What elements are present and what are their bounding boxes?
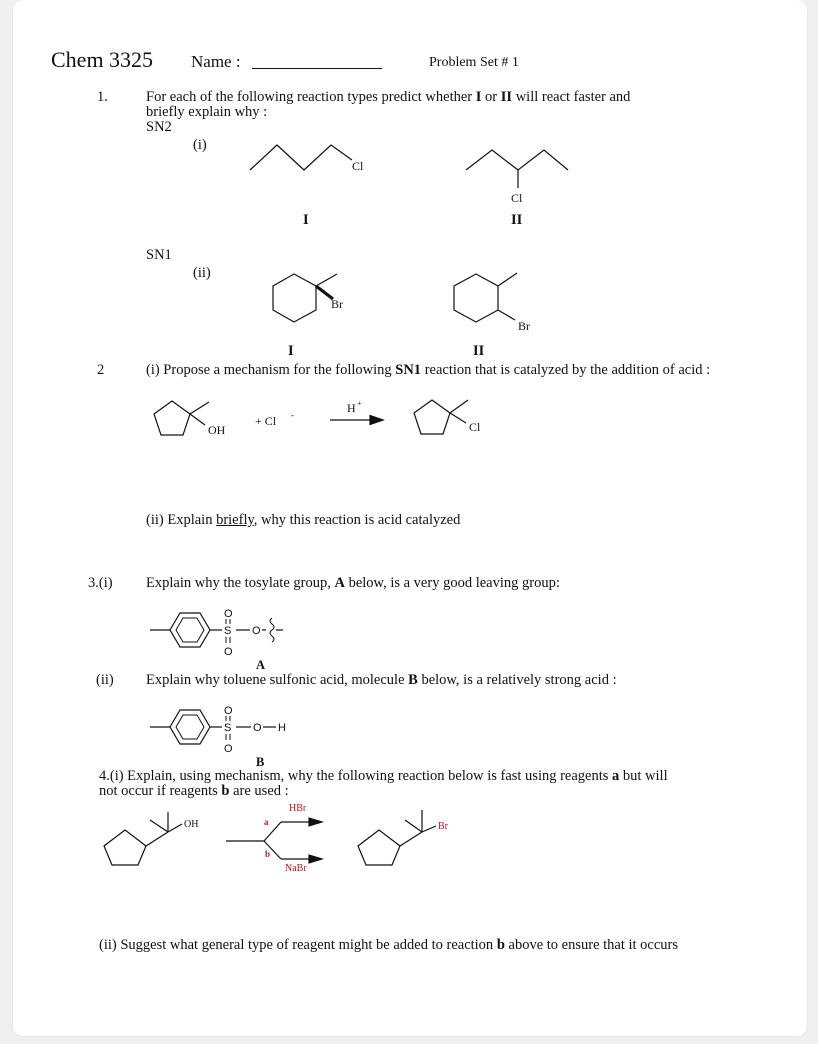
q1-sn2-label: SN2 [146,119,172,135]
sulfur-atom: S [224,722,232,734]
q2-reaction-arrow [330,416,383,425]
q1-number: 1. [97,89,108,105]
q1-i-label-I: I [303,212,309,228]
q2-text: (i) Propose a mechanism for the following SN1 reaction that is catalyzed by the addition of acid : [146,362,711,378]
q1-part-ii-label: (ii) [193,265,211,281]
reagent-nabr: NaBr [285,863,307,874]
cl-label: Cl [511,191,523,205]
oxygen-atom: O [224,705,233,717]
reagent-b-label: b [265,849,271,859]
br-label: Br [518,319,530,333]
q2-reactant-methylcyclopentanol [154,401,226,437]
reagent-hbr: HBr [289,803,307,814]
q1-part-i-label: (i) [193,137,207,153]
q1-text-line1: For each of the following reaction types predict whether I or II will react faster and [146,89,631,105]
acid-catalyst-plus: + [357,399,362,408]
q3-tosylate-structure [150,608,283,658]
q2-part-ii: (ii) Explain briefly, why this reaction is acid catalyzed [146,512,461,528]
q1-sn1-label: SN1 [146,247,172,263]
q3-text2: Explain why toluene sulfonic acid, molecule B below, is a relatively strong acid : [146,672,617,688]
q3-label-B: B [256,755,265,769]
q3-part-ii-label: (ii) [96,672,114,688]
cl-label: Cl [469,420,481,434]
q4-part-ii: (ii) Suggest what general type of reagent might be added to reaction b above to ensure that it occurs [99,937,679,953]
hydrogen-atom: H [278,722,286,734]
q4-branched-arrows [226,818,322,863]
q3-label-A: A [256,658,266,672]
problem-set-label: Problem Set # 1 [429,55,519,70]
acid-catalyst-h: H [347,401,356,415]
course-title: Chem 3325 [51,47,154,72]
q4-text-line1: 4.(i) Explain, using mechanism, why the following reaction below is fast using reagents a but will [99,768,668,784]
q1-ii-label-II: II [473,343,485,359]
chloride-charge: - [291,410,294,420]
oh-label: OH [208,423,226,437]
oxygen-atom: O [224,646,233,658]
q2-product-chloromethylcyclopentane [414,400,481,434]
q1-molecule-I-chlorobutane [250,145,364,173]
q1-text-line2: briefly explain why : [146,104,268,120]
name-label: Name : [191,52,241,71]
q1-ii-label-I: I [288,343,294,359]
cl-label: Cl [352,159,364,173]
br-label: Br [331,297,343,311]
sulfur-atom: S [224,625,232,637]
q4-text-line2: not occur if reagents b are used : [99,783,289,799]
oxygen-atom: O [253,722,262,734]
oxygen-atom: O [224,608,233,620]
q1-i-label-II: II [511,212,523,228]
q1-molecule-I-bromocyclohexane [273,274,343,322]
q2-number: 2 [97,362,105,378]
q4-product-bromide [358,810,449,865]
q3-text: Explain why the tosylate group, A below, is a very good leaving group: [146,575,560,591]
br-label: Br [438,821,448,832]
q1-molecule-II-bromocyclohexane [454,273,530,333]
oh-label: OH [184,819,199,830]
oxygen-atom: O [252,625,261,637]
plus-chloride: + Cl [255,414,277,428]
oxygen-atom: O [224,743,233,755]
q4-reactant-alcohol [104,812,198,865]
q1-molecule-II-chlorobutane [466,150,568,205]
q3-number: 3.(i) [88,575,113,591]
reagent-a-label: a [264,817,269,827]
q3-toluenesulfonic-acid-structure [150,705,286,755]
